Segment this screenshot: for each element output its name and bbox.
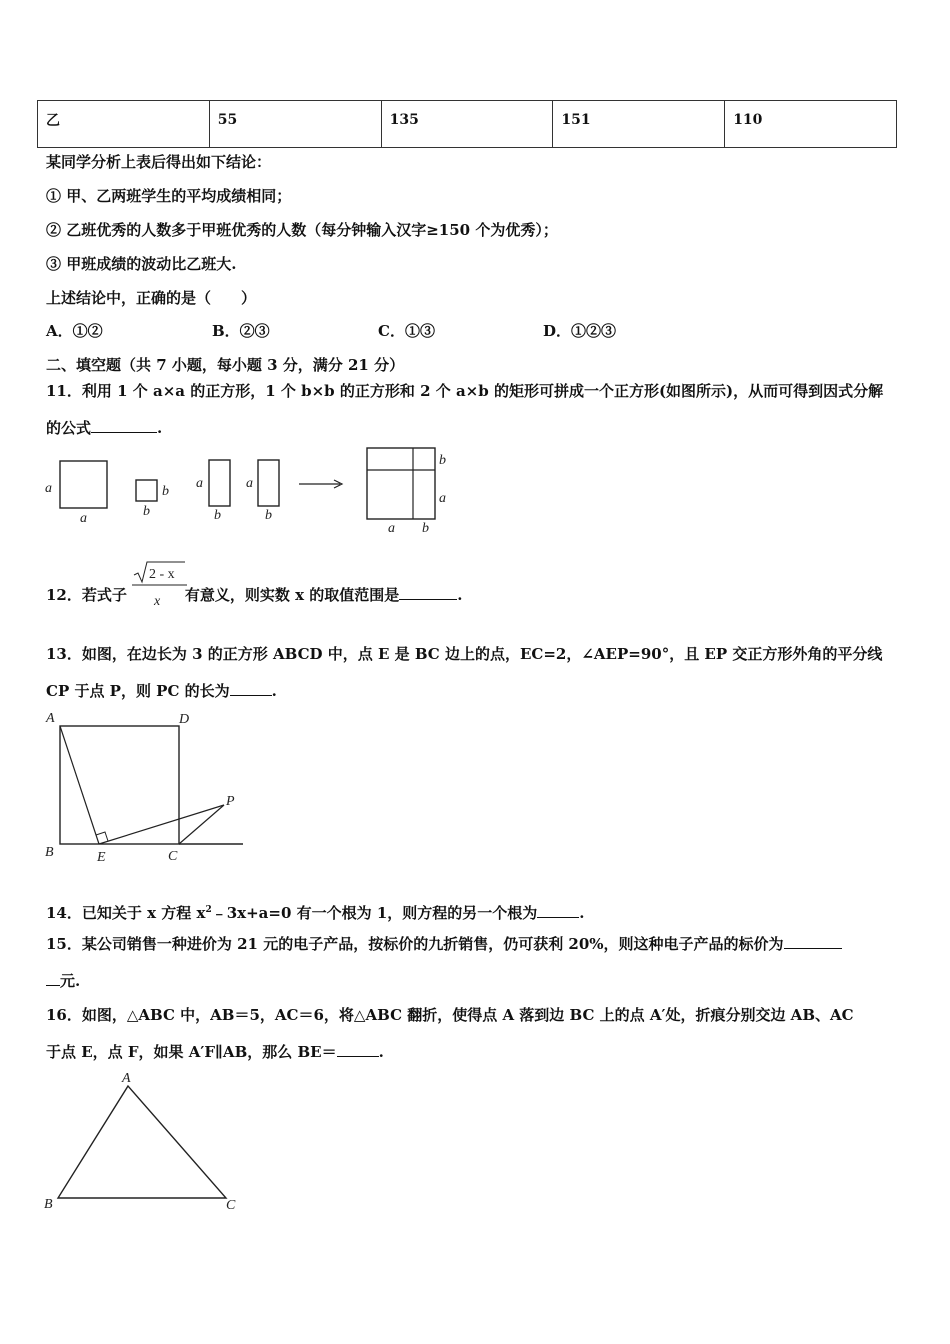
q13-text-2b: . [271, 682, 277, 700]
segment-ae [60, 726, 99, 844]
combined-square [367, 448, 435, 519]
q14-end: . [579, 904, 585, 922]
rectangle-ab-2 [258, 460, 279, 506]
table-row [38, 101, 897, 148]
answer-blank [337, 1042, 379, 1057]
table-cell: 110 [725, 101, 897, 148]
point-b-label: B [45, 845, 54, 860]
table-cell: 151 [553, 101, 725, 148]
q10-conclusion-1: ① 甲、乙两班学生的平均成绩相同； [46, 187, 292, 205]
label-b: b [265, 508, 272, 523]
answer-blank [46, 971, 60, 986]
q10-conclusion-2: ② 乙班优秀的人数多于甲班优秀的人数（每分钟输入汉字≥150 个为优秀）； [46, 221, 558, 239]
score-table [37, 100, 897, 148]
q10-conclusion-3: ③ 甲班成绩的波动比乙班大. [46, 255, 237, 273]
label-a: a [388, 521, 395, 536]
q14-text-b: ﹣3x+a=0 有一个根为 1，则方程的另一个根为 [211, 904, 538, 922]
q11-text-2 [46, 418, 162, 438]
answer-blank [537, 903, 579, 918]
answer-blank [230, 681, 272, 696]
label-a: a [80, 511, 87, 526]
table-cell: 乙 [38, 101, 210, 148]
square-a [60, 461, 107, 508]
label-a: a [196, 476, 203, 491]
q15-text-2 [46, 971, 80, 991]
label-b: b [143, 504, 150, 519]
q14-exponent: 2 [205, 905, 212, 915]
q11-text-2a: 的公式 [46, 419, 92, 437]
point-c-label: C [168, 849, 178, 864]
answer-blank [784, 934, 842, 949]
point-a-label: A [122, 1071, 131, 1086]
section-heading: 二、填空题（共 7 小题，每小题 3 分，满分 21 分） [46, 356, 405, 374]
q16-figure [40, 1068, 250, 1218]
square-b [136, 480, 157, 501]
point-a-label: A [46, 711, 55, 726]
q10-question: 上述结论中，正确的是（ ） [46, 289, 257, 307]
q11-figure [40, 440, 470, 540]
point-e-label: E [97, 850, 106, 865]
q10-intro: 某同学分析上表后得出如下结论： [46, 153, 272, 171]
segment-cp [179, 805, 224, 844]
q13-figure [40, 708, 250, 868]
point-b-label: B [44, 1197, 53, 1212]
q15-text-1: 15．某公司销售一种进价为 21 元的电子产品，按标价的九折销售，仍可获利 20%，则这种电子产品的标价为 [46, 935, 784, 953]
numerator: 2 - x [149, 567, 175, 582]
point-d-label: D [179, 712, 190, 727]
q11-text-2b: . [157, 419, 163, 437]
option-c: C．①③ [378, 322, 435, 340]
denominator: x [154, 594, 161, 609]
label-a: a [246, 476, 253, 491]
q12-post: 有意义，则实数 x 的取值范围是 [184, 586, 400, 604]
table-cell: 135 [381, 101, 553, 148]
segment-ep [99, 805, 224, 844]
q14-text-a: 14．已知关于 x 方程 x [46, 904, 206, 922]
q16-text-2a: 于点 E，点 F，如果 A′F∥AB，那么 BE＝ [46, 1043, 337, 1061]
table-cell: 55 [209, 101, 381, 148]
q12-text [46, 585, 463, 605]
q16-text-2b: . [378, 1043, 384, 1061]
q13-text: 13．如图，在边长为 3 的正方形 ABCD 中，点 E 是 BC 边上的点，EC=2，∠AEP=90°，且 EP 交正方形外角的平分线 [46, 645, 883, 663]
q12-fraction [130, 560, 190, 610]
answer-blank [91, 418, 157, 433]
label-b: b [422, 521, 429, 536]
q13-text-2 [46, 681, 277, 701]
label-b: b [162, 484, 169, 499]
point-c-label: C [226, 1198, 236, 1213]
square-abcd [60, 726, 179, 844]
label-b: b [439, 453, 446, 468]
q12-pre: 12．若式子 [46, 586, 127, 604]
q14-text [46, 900, 585, 923]
triangle-abc [58, 1086, 226, 1198]
answer-blank [399, 585, 457, 600]
option-b: B．②③ [212, 322, 270, 340]
q15-unit: 元. [60, 972, 81, 990]
label-a: a [45, 481, 52, 496]
point-p-label: P [226, 794, 235, 809]
option-d: D．①②③ [543, 322, 617, 340]
q16-text: 16．如图，△ABC 中，AB＝5，AC＝6，将△ABC 翻折，使得点 A 落到边 BC 上的点 A′处，折痕分别交边 AB、AC [46, 1006, 854, 1024]
q16-text-2 [46, 1042, 384, 1062]
q13-text-2a: CP 于点 P，则 PC 的长为 [46, 682, 230, 700]
q11-text: 11．利用 1 个 a×a 的正方形，1 个 b×b 的正方形和 2 个 a×b 的矩形可拼成一个正方形(如图所示)，从而可得到因式分解 [46, 382, 884, 400]
label-b: b [214, 508, 221, 523]
rectangle-ab-1 [209, 460, 230, 506]
q15-text [46, 934, 842, 954]
q12-end: . [457, 586, 463, 604]
label-a: a [439, 491, 446, 506]
option-a: A．①② [46, 322, 103, 340]
